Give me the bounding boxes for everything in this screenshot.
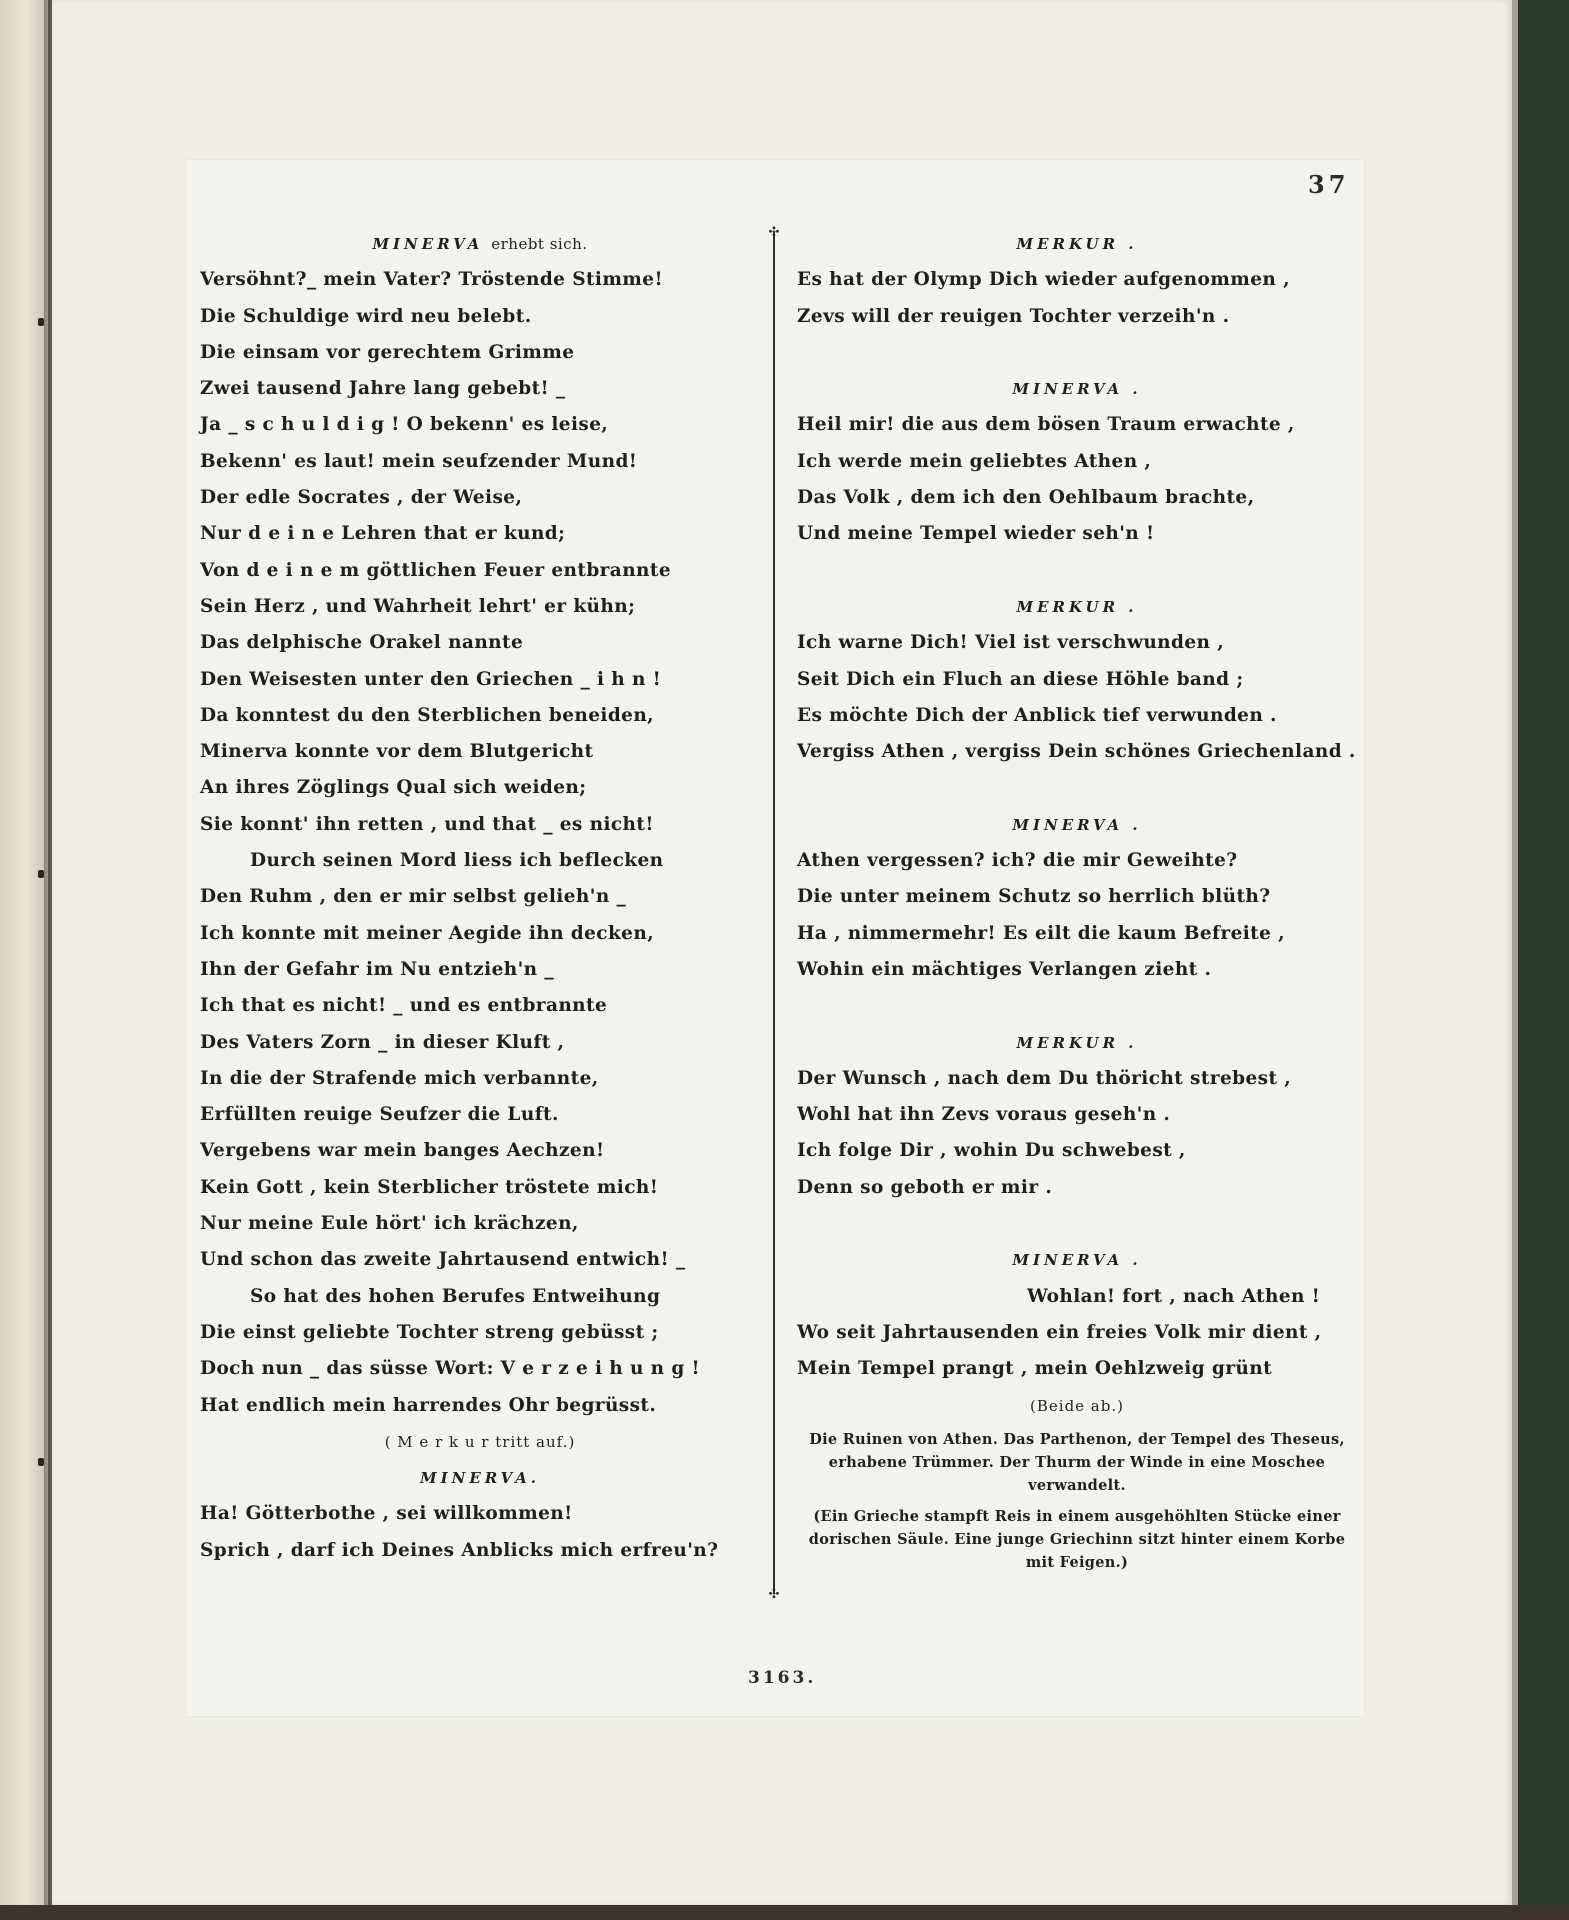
verse-line: Zwei tausend Jahre lang gebebt! _ [200,378,566,400]
verse-line: Bekenn' es laut! mein seufzender Mund! [200,450,638,472]
verse-line: Da konntest du den Sterblichen beneiden, [200,704,655,726]
verse-line: Mein Tempel prangt , mein Oehlzweig grünt [797,1358,1273,1380]
verse-line: Athen vergessen? ich? die mir Geweihte? [797,850,1238,872]
verse-line: Ha , nimmermehr! Es eilt die kaum Befreite , [797,922,1285,944]
divider-bottom-ornament: ✣ [768,1587,780,1602]
binding-thread-mark [38,870,44,878]
stage-direction: erhebt sich. [491,235,588,253]
verse-line: Ihn der Gefahr im Nu entzieh'n _ [200,958,555,980]
left-text-column [200,226,760,1569]
book-bottom-edge [0,1905,1569,1920]
verse-line: Und schon das zweite Jahrtausend entwich! _ [200,1249,686,1271]
binding-thread-mark [38,1458,44,1466]
verse-line: Und meine Tempel wieder seh'n ! [797,523,1155,545]
right-text-column [797,226,1357,1574]
speaker-heading: MINERVA . [1012,380,1142,399]
verse-line: Zevs will der reuigen Tochter verzeih'n . [797,305,1230,327]
verse-line: Durch seinen Mord liess ich beflecken [250,850,664,872]
verse-line: Sein Herz , und Wahrheit lehrt' er kühn; [200,595,636,617]
verse-line: Kein Gott , kein Sterblicher tröstete mich! [200,1176,659,1198]
speaker-heading: MERKUR . [1016,1033,1138,1052]
stanza-gap [797,335,1357,371]
verse-line: Ha! Götterbothe , sei willkommen! [200,1503,573,1525]
divider-top-ornament: ✣ [768,225,780,240]
verse-line: Das Volk , dem ich den Oehlbaum brachte, [797,487,1255,509]
verse-line: Ich werde mein geliebtes Athen , [797,450,1152,472]
book-cover-edge [1512,0,1569,1920]
verse-line: Der Wunsch , nach dem Du thöricht strebest , [797,1067,1292,1089]
page-number: 37 [1308,170,1350,199]
plate-number: 3163. [748,1668,817,1688]
verse-line: Sie konnt' ihn retten , und that _ es nicht! [200,813,654,835]
verse-line: Heil mir! die aus dem bösen Traum erwachte , [797,414,1295,436]
facing-page-edge [0,0,48,1920]
verse-line: Die Schuldige wird neu belebt. [200,305,532,327]
verse-line: So hat des hohen Berufes Entweihung [250,1285,661,1307]
verse-line: Der edle Socrates , der Weise, [200,487,523,509]
verse-line: Den Weisesten unter den Griechen _ i h n ! [200,668,662,690]
verse-line: Doch nun _ das süsse Wort: V e r z e i h u n g ! [200,1358,701,1380]
verse-line: In die der Strafende mich verbannte, [200,1067,599,1089]
scene-description: (Ein Grieche stampft Reis in einem ausgehöhlten Stücke einer dorischen Säule. Eine junge Griechinn sitzt hinter einem Korbe mit Feigen.) [808,1507,1346,1571]
stage-direction: ( M e r k u r tritt auf.) [384,1432,576,1451]
verse-line: Es hat der Olymp Dich wieder aufgenommen , [797,269,1290,291]
verse-line: Ich konnte mit meiner Aegide ihn decken, [200,922,655,944]
verse-line: Die einsam vor gerechtem Grimme [200,341,575,363]
verse-line: Wohin ein mächtiges Verlangen zieht . [797,958,1212,980]
stage-direction: (Beide ab.) [1030,1396,1124,1415]
stanza-gap [797,553,1357,589]
verse-line: Minerva konnte vor dem Blutgericht [200,741,594,763]
speaker-heading: MINERVA. [419,1469,541,1488]
verse-line: Den Ruhm , den er mir selbst gelieh'n _ [200,886,627,908]
verse-line: Sprich , darf ich Deines Anblicks mich erfreu'n? [200,1539,719,1561]
verse-line: Nur d e i n e Lehren that er kund; [200,523,566,545]
verse-line: Des Vaters Zorn _ in dieser Kluft , [200,1031,565,1053]
verse-line: Wo seit Jahrtausenden ein freies Volk mir dient , [797,1321,1322,1343]
verse-line: Ja _ s c h u l d i g ! O bekenn' es leise, [200,414,609,436]
verse-line: Die einst geliebte Tochter streng gebüsst ; [200,1321,659,1343]
verse-line: Wohl hat ihn Zevs voraus geseh'n . [797,1104,1171,1126]
verse-line: Seit Dich ein Fluch an diese Höhle band ; [797,668,1244,690]
speaker-heading: MERKUR . [1016,597,1138,616]
speaker-heading: MINERVA . [1012,1251,1142,1270]
verse-line: An ihres Zöglings Qual sich weiden; [200,777,587,799]
verse-line: Versöhnt?_ mein Vater? Tröstende Stimme! [200,269,663,291]
binding-thread-mark [38,318,44,326]
stanza-gap [797,770,1357,806]
column-divider [773,232,775,1594]
speaker-heading: MERKUR . [1016,235,1138,253]
verse-line: Die unter meinem Schutz so herrlich blüth? [797,886,1271,908]
verse-line: Das delphische Orakel nannte [200,632,524,654]
speaker-heading: MINERVA . [1012,815,1142,834]
scene-description: Die Ruinen von Athen. Das Parthenon, der Tempel des Theseus, erhabene Trümmer. Der Thurm der Winde in eine Moschee verwandelt. [809,1430,1345,1494]
speaker-heading [200,226,760,262]
verse-line: Nur meine Eule hört' ich krächzen, [200,1213,579,1235]
stanza-gap [797,988,1357,1024]
speaker-name: MINERVA [372,235,484,253]
verse-line: Vergiss Athen , vergiss Dein schönes Griechenland . [797,741,1356,763]
verse-line: Denn so geboth er mir . [797,1176,1053,1198]
verse-line: Ich that es nicht! _ und es entbrannte [200,995,608,1017]
verse-line: Wohlan! fort , nach Athen ! [1027,1285,1321,1307]
verse-line: Hat endlich mein harrendes Ohr begrüsst. [200,1394,657,1416]
verse-line: Es möchte Dich der Anblick tief verwunden . [797,704,1277,726]
verse-line: Vergebens war mein banges Aechzen! [200,1140,605,1162]
verse-line: Ich folge Dir , wohin Du schwebest , [797,1140,1186,1162]
verse-line: Von d e i n e m göttlichen Feuer entbrannte [200,559,672,581]
verse-line: Ich warne Dich! Viel ist verschwunden , [797,632,1225,654]
verse-line: Erfüllten reuige Seufzer die Luft. [200,1104,559,1126]
stanza-gap [797,1206,1357,1242]
